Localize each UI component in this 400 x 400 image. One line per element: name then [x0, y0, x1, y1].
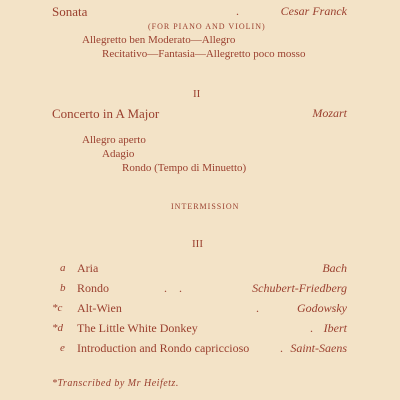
- sonata-movement-1: Allegretto ben Moderato—Allegro: [82, 34, 236, 46]
- sonata-subtitle: (FOR PIANO AND VIOLIN): [148, 22, 266, 31]
- item-letter-e: e: [60, 342, 65, 354]
- item-letter-b: b: [60, 282, 66, 294]
- intermission-label: INTERMISSION: [171, 202, 240, 211]
- leader-dot: .: [256, 301, 259, 315]
- concerto-movement-1: Allegro aperto: [82, 134, 146, 146]
- concerto-movement-2: Adagio: [102, 148, 135, 160]
- concerto-title: Concerto in A Major: [52, 106, 160, 121]
- item-composer-schubert: Schubert-Friedberg: [252, 281, 347, 295]
- item-composer-bach: Bach: [322, 261, 347, 275]
- section-numeral-iii: III: [192, 238, 203, 250]
- item-title-little-white-donkey: The Little White Donkey: [77, 321, 198, 335]
- item-composer-godowsky: Godowsky: [297, 301, 347, 315]
- footnote: *Transcribed by Mr Heifetz.: [52, 378, 179, 389]
- item-composer-ibert: Ibert: [323, 321, 347, 335]
- leader-dot: .: [310, 321, 313, 335]
- sonata-movement-2: Recitativo—Fantasia—Allegretto poco mosso: [102, 48, 306, 60]
- item-title-alt-wien: Alt-Wien: [77, 301, 122, 315]
- item-letter-d: *d: [52, 322, 63, 334]
- item-letter-c: *c: [52, 302, 63, 314]
- item-title-introduction-rondo: Introduction and Rondo capriccioso: [77, 341, 250, 355]
- item-composer-saint-saens: Saint-Saens: [290, 341, 347, 355]
- leader-dots: . .: [164, 281, 182, 295]
- concerto-movement-3: Rondo (Tempo di Minuetto): [122, 162, 247, 174]
- item-title-aria: Aria: [77, 261, 99, 275]
- section-numeral-ii: II: [193, 88, 201, 100]
- leader-dot: .: [236, 4, 239, 18]
- concerto-composer: Mozart: [312, 106, 347, 120]
- sonata-composer: Cesar Franck: [280, 4, 347, 18]
- sonata-title: Sonata: [52, 4, 88, 19]
- item-letter-a: a: [60, 262, 66, 274]
- item-title-rondo: Rondo: [77, 281, 110, 295]
- leader-dot: .: [280, 341, 283, 355]
